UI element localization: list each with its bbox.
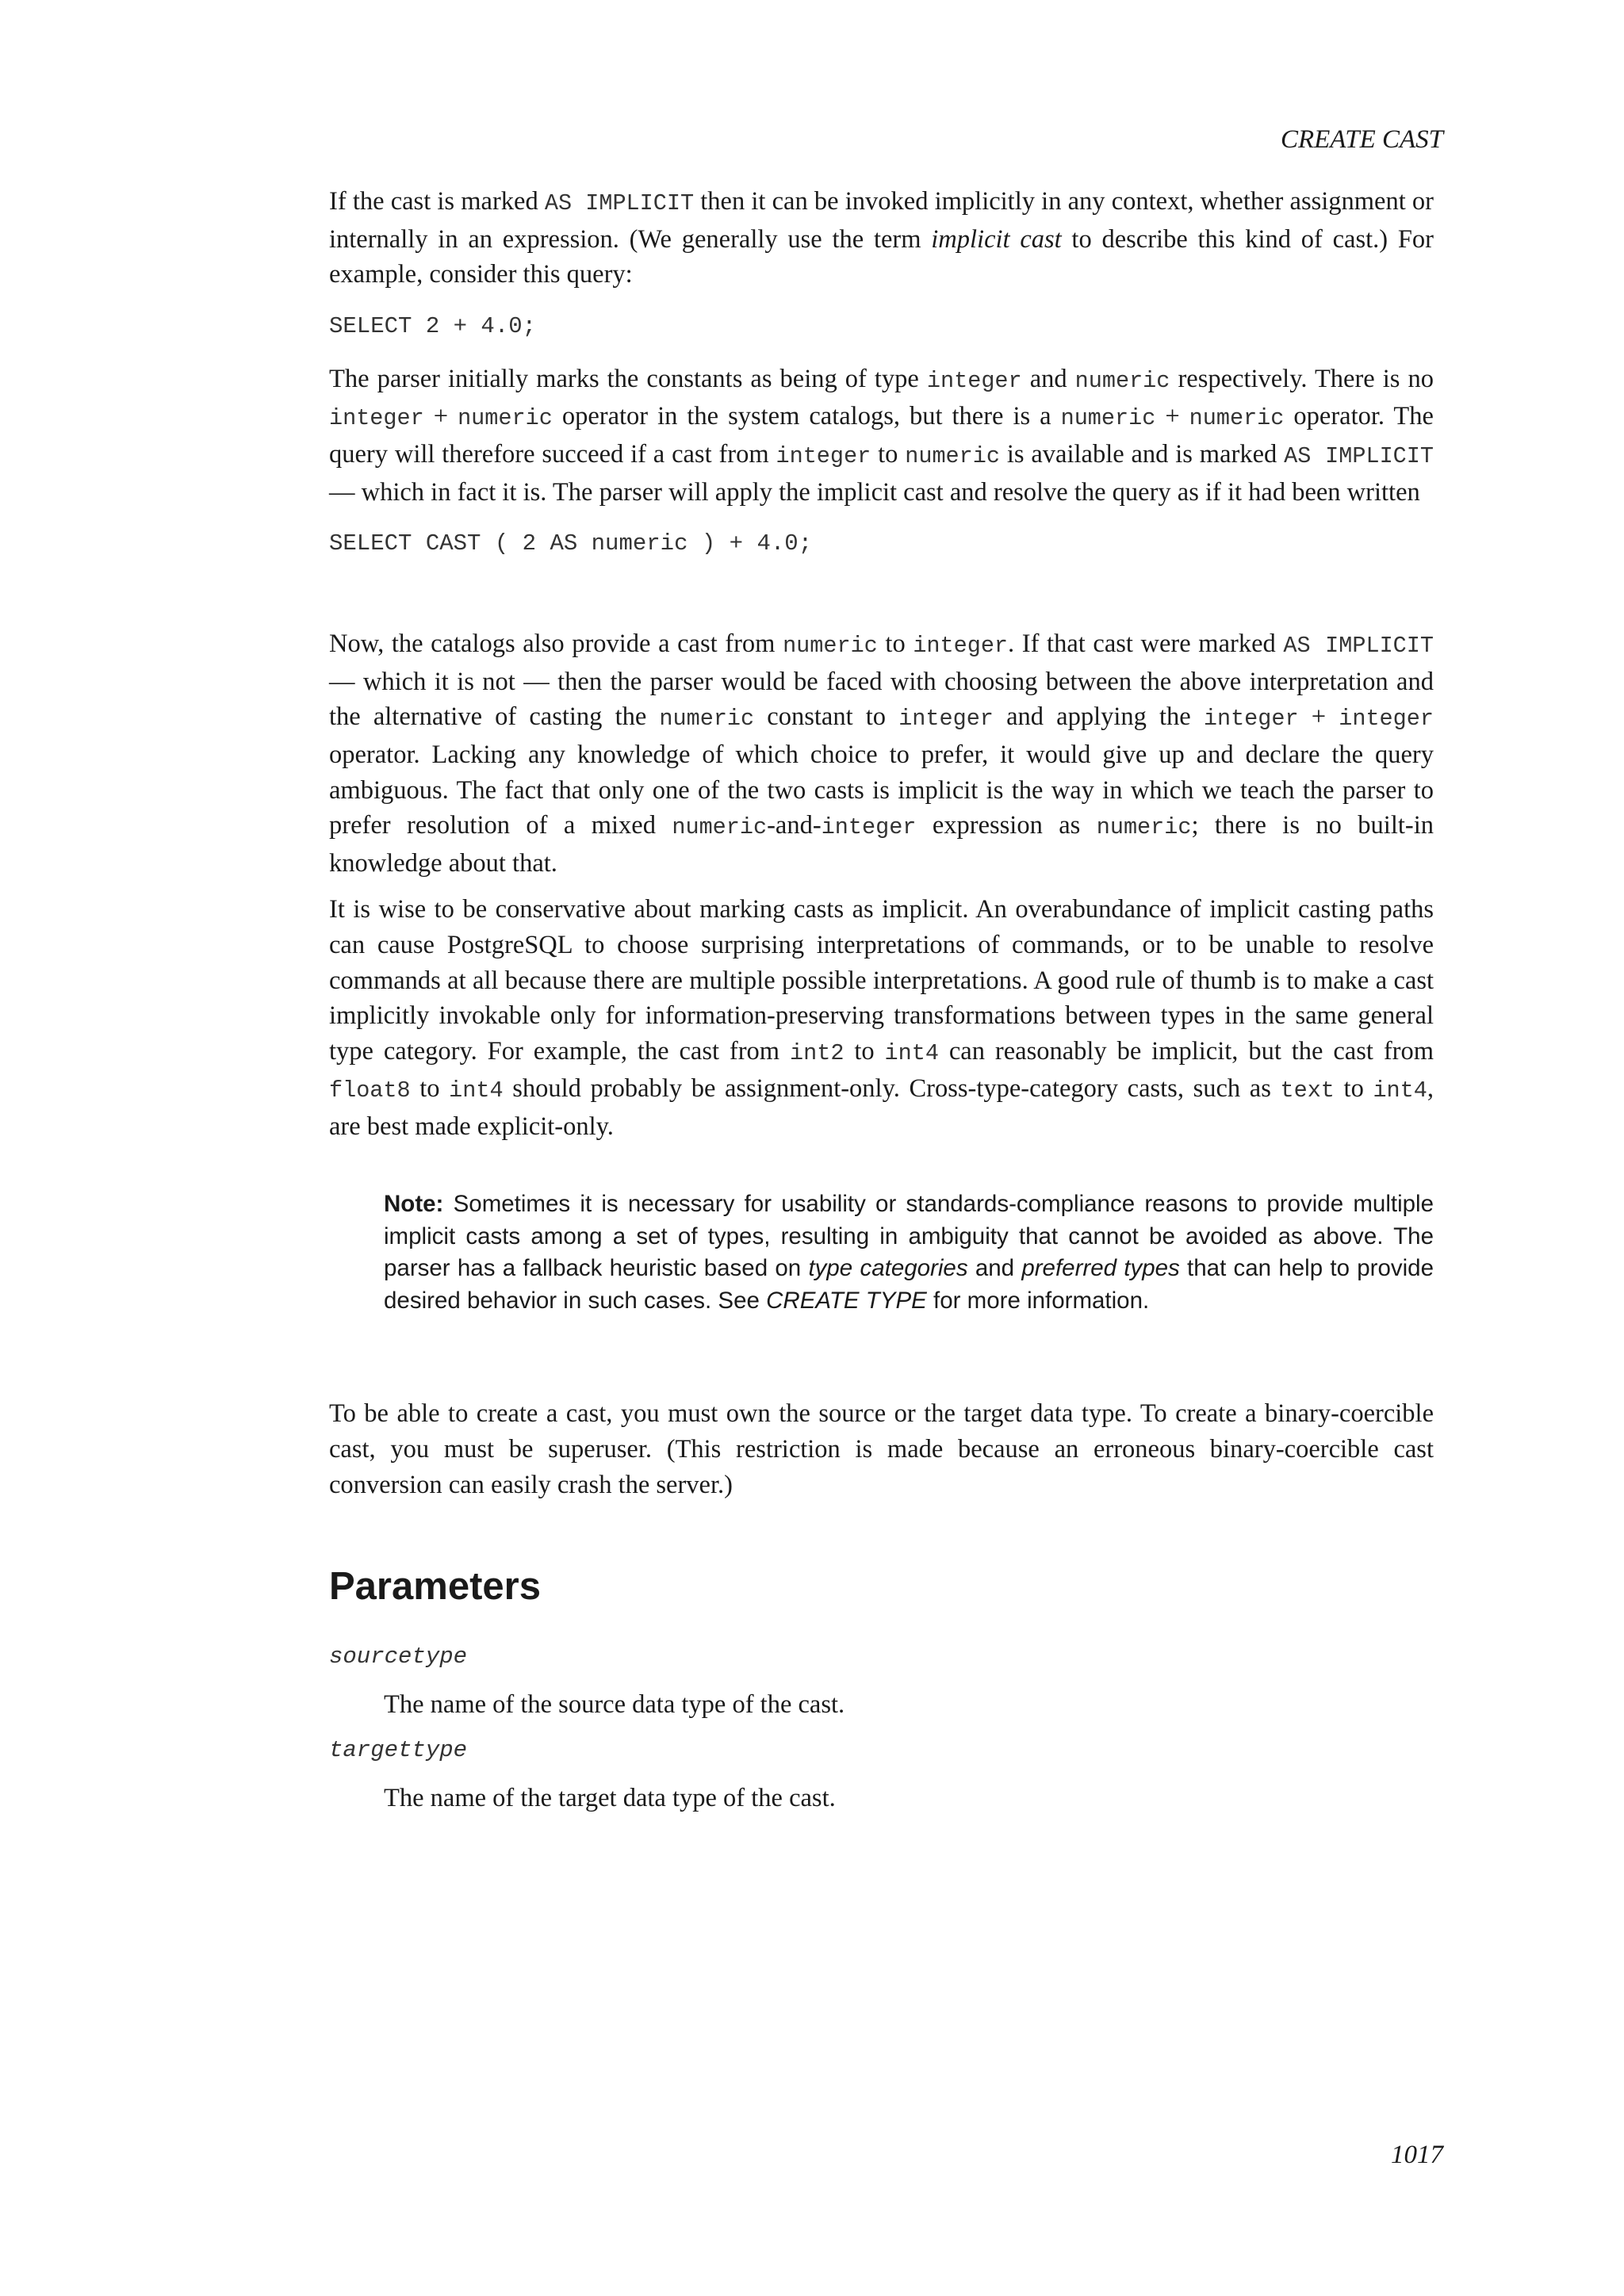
- paragraph-conservative: [329, 892, 1434, 1144]
- code-literal: integer: [1203, 706, 1299, 733]
- section-heading-parameters: Parameters: [329, 1565, 541, 1609]
- parameter-term-targettype: targettype: [329, 1737, 468, 1764]
- code-literal: int4: [884, 1039, 939, 1066]
- text-run: to: [871, 439, 906, 469]
- paragraph-catalogs-cast: [329, 626, 1434, 881]
- text-run: — which in fact it is. The parser will apply the implicit cast and resolve the query as if it had been written: [329, 477, 1420, 507]
- code-literal: numeric: [905, 442, 1000, 469]
- text-run: If the cast is marked: [329, 187, 545, 216]
- emphasis: type categories: [808, 1255, 968, 1282]
- page-content: [329, 184, 1434, 1813]
- code-literal: numeric: [783, 633, 878, 660]
- code-literal: integer: [329, 405, 424, 432]
- text-run: and: [967, 1255, 1022, 1282]
- code-literal: numeric: [1060, 405, 1156, 432]
- paragraph-ownership: To be able to create a cast, you must own the source or the target data type. To create a binary-coercible cast, you must be superuser. (This restriction is made because an erroneous binary-coercible cast conversion can easily crash the server.): [329, 1399, 1434, 1499]
- running-header: CREATE CAST: [1280, 125, 1443, 154]
- code-literal: int2: [790, 1039, 845, 1066]
- text-run: It is wise to be conservative about marking casts as implicit. An overabundance of implicit casting paths can cause PostgreSQL to choose surprising interpretations of commands, or to be unable to resolve commands at all because there are multiple possible interpretations. A good rule of thumb is to make a cast implicitly invokable only for information-preserving transformations between types in the same general type category. For example, the cast from: [329, 895, 1434, 1066]
- text-run: respectively. There is no: [1170, 364, 1434, 393]
- text-run: — which it is not — then the parser would be faced with choosing between the above interpretation and the alternative of casting the: [329, 667, 1434, 732]
- code-literal: numeric: [1074, 367, 1170, 394]
- text-run: ; there is no built-in knowledge about that.: [329, 811, 1434, 878]
- text-run: The parser initially marks the constants as being of type: [329, 364, 927, 393]
- text-run: to: [844, 1036, 885, 1066]
- code-example-2: SELECT CAST ( 2 AS numeric ) + 4.0;: [329, 530, 813, 557]
- text-run: is available and is marked: [999, 439, 1285, 469]
- text-run: , are best made explicit-only.: [329, 1074, 1434, 1141]
- text-run: operator. The query will therefore succeed if a cast from: [329, 402, 1434, 469]
- text-run: . If that cast were marked: [1008, 629, 1284, 659]
- code-literal: numeric: [659, 706, 755, 733]
- text-run: +: [1155, 402, 1189, 431]
- text-run: expression as: [916, 811, 1097, 840]
- paragraph-implicit-cast: [329, 184, 1434, 293]
- parameter-description-sourcetype: The name of the source data type of the cast.: [384, 1690, 845, 1720]
- text-run: operator in the system catalogs, but there is a: [552, 402, 1061, 431]
- code-literal: numeric: [458, 405, 553, 432]
- text-run: operator. Lacking any knowledge of which choice to prefer, it would give up and declare the query ambiguous. The fact that only one of the two casts is implicit is the way in which we teach the parser to prefer resolution of a mixed: [329, 740, 1434, 840]
- code-literal: integer: [913, 633, 1009, 660]
- text-run: to describe this kind of cast.) For example, consider this query:: [329, 224, 1434, 289]
- text-run: for more information.: [926, 1287, 1150, 1314]
- code-literal: int4: [449, 1077, 504, 1104]
- cross-reference: CREATE TYPE: [766, 1287, 927, 1314]
- code-example-1: SELECT 2 + 4.0;: [329, 312, 537, 339]
- code-literal: AS IMPLICIT: [1284, 442, 1434, 469]
- code-literal: numeric: [1189, 405, 1285, 432]
- text-run: constant to: [754, 702, 899, 732]
- text-run: then it can be invoked implicitly in any context, whether assignment or internally in an expression. (We generally use the term: [329, 187, 1434, 254]
- parameter-term-sourcetype: sourcetype: [329, 1644, 468, 1670]
- text-run: that can help to provide desired behavior in such cases. See: [384, 1255, 1434, 1314]
- text-run: to: [1334, 1074, 1373, 1104]
- emphasis: implicit cast: [931, 224, 1062, 254]
- text-run: to: [877, 629, 914, 659]
- text-run: -and-: [767, 811, 822, 840]
- text-run: to: [410, 1074, 450, 1104]
- code-literal: int4: [1373, 1077, 1427, 1104]
- text-run: Sometimes it is necessary for usability or standards-compliance reasons to provide multiple implicit casts among a set of types, resulting in ambiguity that cannot be avoided as above. The parser has a fallback heuristic based on: [384, 1191, 1434, 1282]
- text-run: can reasonably be implicit, but the cast from: [938, 1036, 1434, 1066]
- code-literal: AS IMPLICIT: [1283, 633, 1434, 660]
- paragraph-parser-marks: [329, 362, 1434, 510]
- note-label: Note:: [384, 1191, 444, 1218]
- code-literal: text: [1280, 1077, 1335, 1104]
- text-run: and: [1021, 364, 1075, 393]
- text-run: +: [1298, 702, 1339, 732]
- code-literal: integer: [898, 706, 994, 733]
- code-literal: float8: [329, 1077, 411, 1104]
- emphasis: preferred types: [1021, 1255, 1180, 1282]
- code-literal: numeric: [1096, 814, 1192, 841]
- code-literal: AS IMPLICIT: [544, 190, 695, 216]
- code-literal: integer: [1339, 706, 1434, 733]
- text-run: +: [423, 402, 458, 431]
- code-literal: integer: [926, 367, 1022, 394]
- text-run: should probably be assignment-only. Cross-type-category casts, such as: [503, 1074, 1281, 1104]
- note-box: [384, 1188, 1434, 1317]
- code-literal: integer: [776, 442, 871, 469]
- page-number: 1017: [1391, 2141, 1443, 2169]
- code-literal: numeric: [672, 814, 768, 841]
- text-run: Now, the catalogs also provide a cast from: [329, 629, 783, 659]
- code-literal: integer: [821, 814, 917, 841]
- parameter-description-targettype: The name of the target data type of the cast.: [384, 1784, 836, 1813]
- text-run: and applying the: [993, 702, 1204, 732]
